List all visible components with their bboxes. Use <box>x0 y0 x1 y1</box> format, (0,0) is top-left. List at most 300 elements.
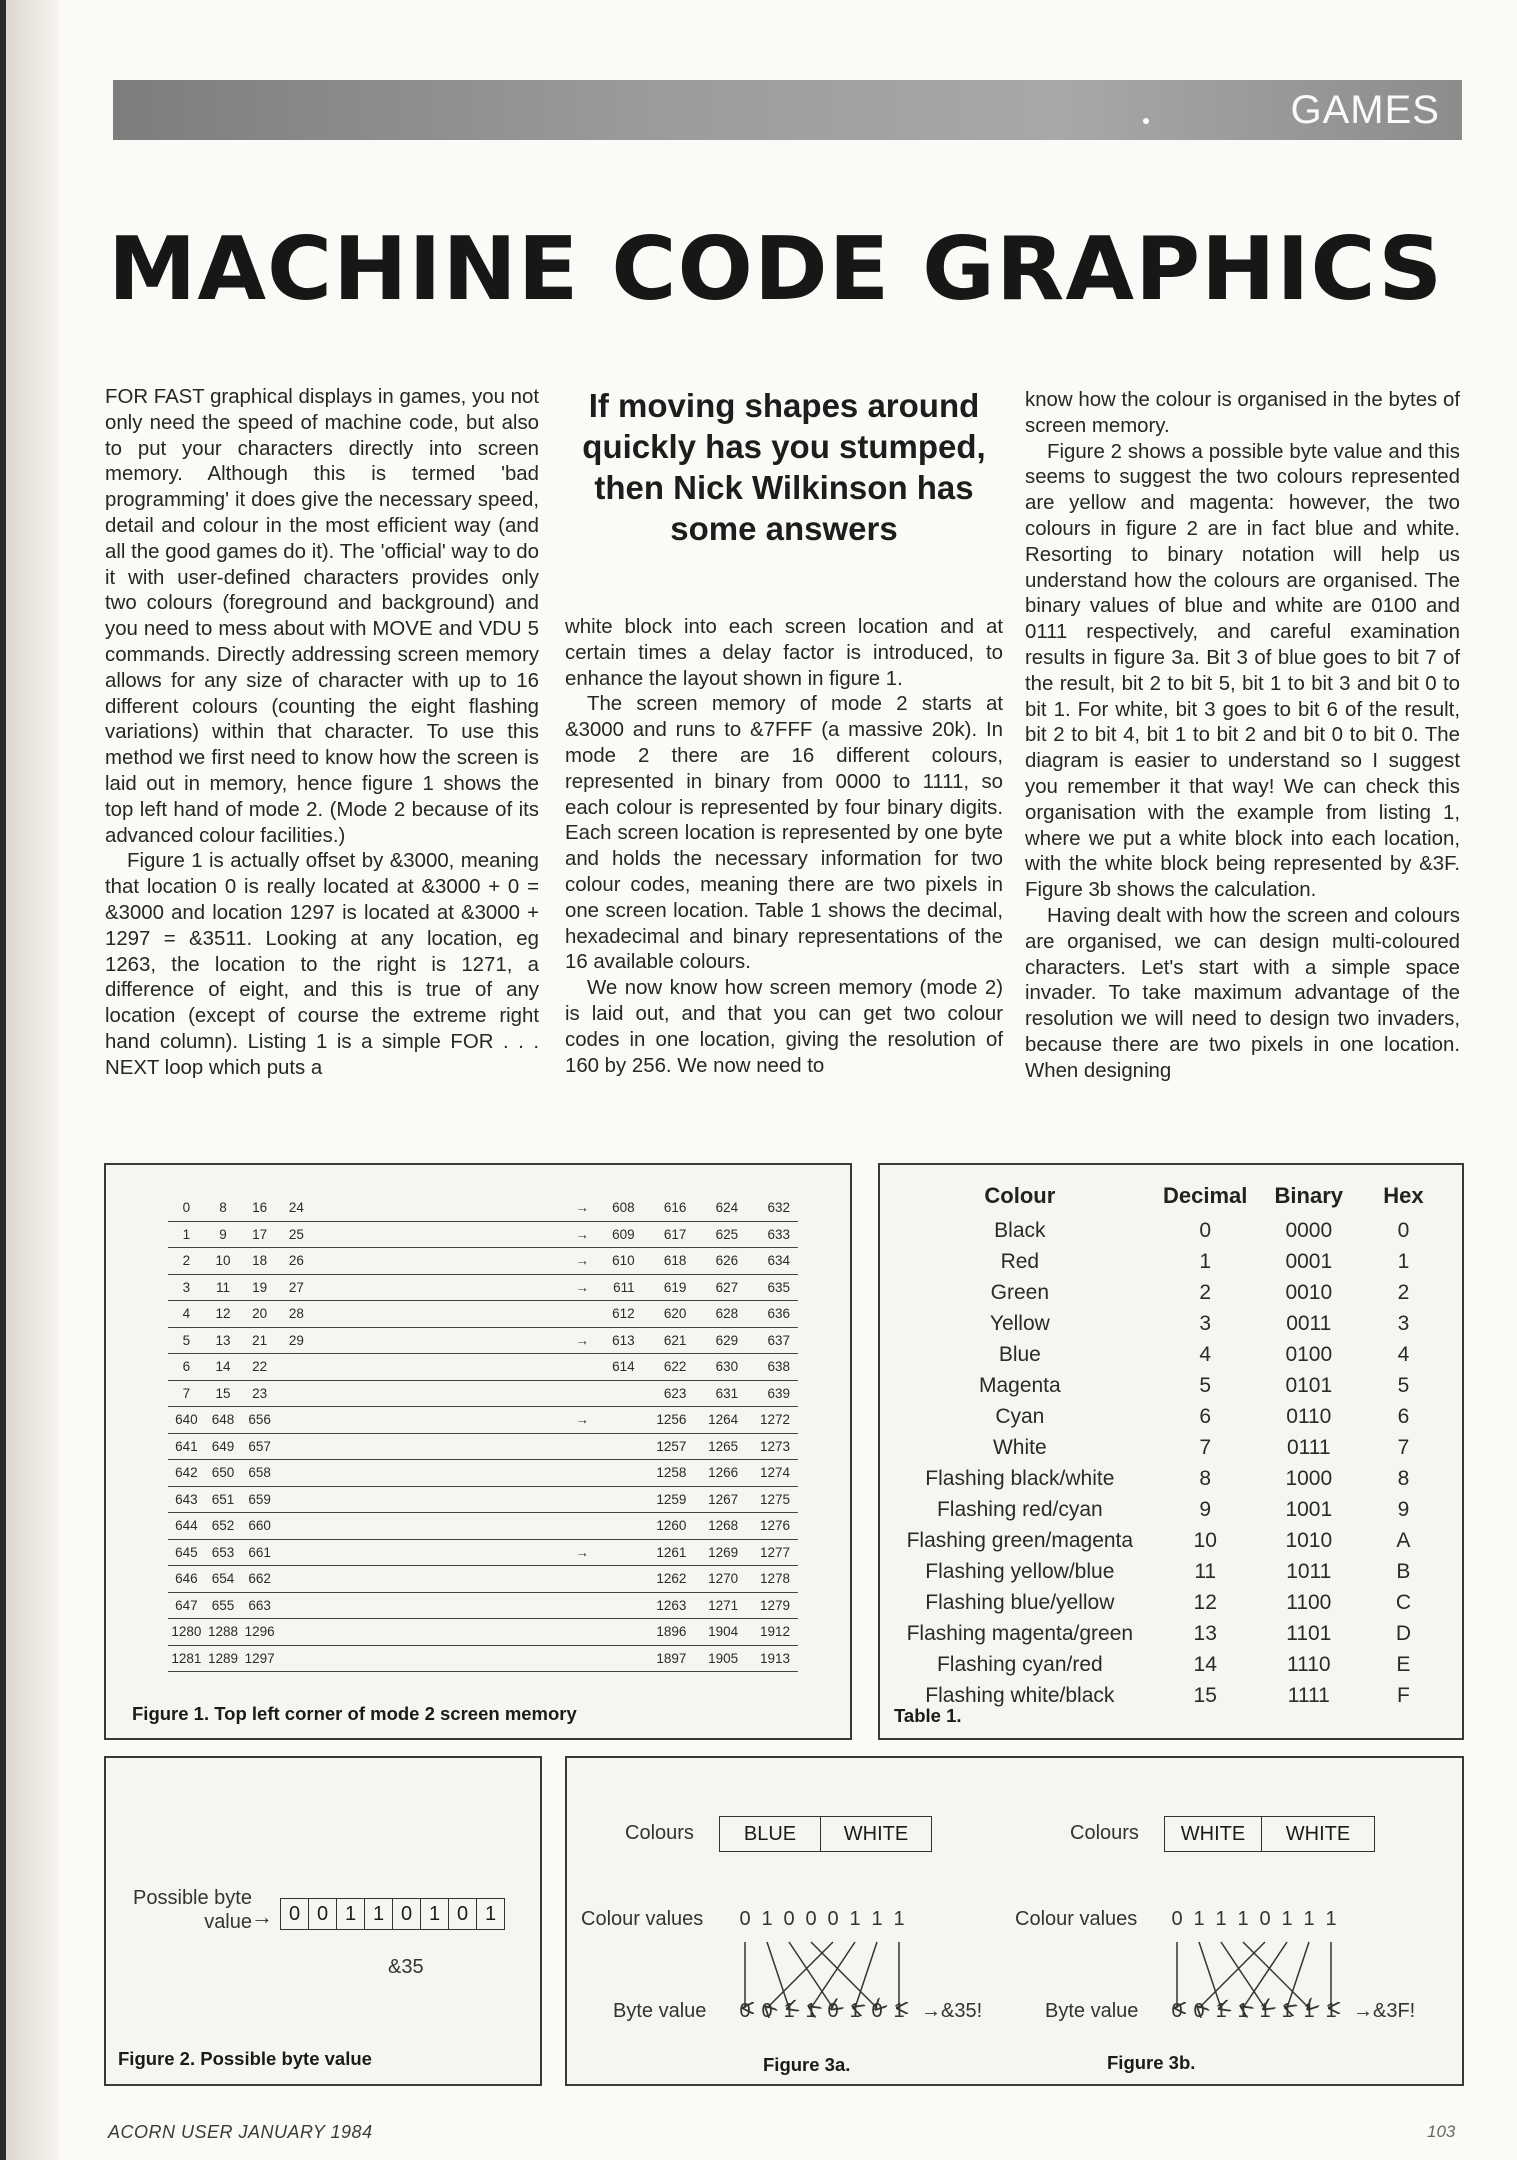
bit-digit: 1 <box>893 1908 905 1930</box>
figure-1-memory-table <box>168 1195 798 1672</box>
spacer <box>315 1354 563 1381</box>
spacer <box>315 1221 563 1248</box>
fig3a-result: →&35! <box>921 2000 983 2022</box>
memory-cell: 13 <box>205 1327 242 1354</box>
memory-cell: 638 <box>746 1354 798 1381</box>
spacer <box>315 1513 563 1540</box>
page-edge <box>0 0 6 2160</box>
bit-digit: 0 <box>739 2000 751 2022</box>
bit-digit: 1 <box>1281 2000 1293 2022</box>
byte-hex-value: &35 <box>388 1956 424 1978</box>
table-cell: 0111 <box>1286 1435 1331 1459</box>
memory-cell: 648 <box>205 1407 242 1434</box>
memory-cell: 26 <box>278 1248 315 1275</box>
memory-cell: 613 <box>591 1327 643 1354</box>
fig3b-colour-1: WHITE <box>1165 1817 1262 1851</box>
table-cell: D <box>1395 1621 1411 1645</box>
spacer <box>315 1645 563 1672</box>
memory-cell: 1276 <box>746 1513 798 1540</box>
memory-row <box>168 1566 798 1593</box>
memory-cell <box>278 1486 315 1513</box>
arrow-right-icon: → <box>251 1904 273 1929</box>
memory-cell: 621 <box>643 1327 695 1354</box>
memory-row <box>168 1513 798 1540</box>
memory-cell: 1263 <box>643 1592 695 1619</box>
spacer <box>315 1619 563 1646</box>
memory-cell: 18 <box>241 1248 278 1275</box>
memory-cell <box>591 1433 643 1460</box>
memory-cell: 1260 <box>643 1513 695 1540</box>
bit-cell: 1 <box>337 1899 365 1929</box>
section-label: GAMES <box>1290 88 1440 132</box>
memory-cell: 1897 <box>643 1645 695 1672</box>
memory-cell: 21 <box>241 1327 278 1354</box>
memory-cell: 636 <box>746 1301 798 1328</box>
memory-cell <box>591 1460 643 1487</box>
table-cell: 2 <box>1397 1280 1410 1304</box>
table-1-box <box>878 1163 1464 1740</box>
memory-cell: 627 <box>694 1274 746 1301</box>
table-cell: 5 <box>1397 1373 1410 1397</box>
memory-cell: 1913 <box>746 1645 798 1672</box>
memory-cell: 1278 <box>746 1566 798 1593</box>
table-cell: 5 <box>1199 1373 1212 1397</box>
spacer <box>315 1407 563 1434</box>
table-cell: Yellow <box>989 1311 1050 1335</box>
table-cell: 0001 <box>1285 1249 1333 1273</box>
table-cell: 0010 <box>1285 1280 1333 1304</box>
section-header-bar <box>113 80 1462 140</box>
memory-cell: 11 <box>205 1274 242 1301</box>
memory-cell: 1268 <box>694 1513 746 1540</box>
memory-cell: 8 <box>205 1195 242 1221</box>
table-row <box>890 1277 1450 1308</box>
fig3b-colour-values-label: Colour values <box>1015 1908 1138 1930</box>
memory-cell: 637 <box>746 1327 798 1354</box>
memory-cell: 659 <box>241 1486 278 1513</box>
bit-digit: 0 <box>1171 1908 1183 1930</box>
bit-digit: 0 <box>761 2000 773 2022</box>
bit-digit: 1 <box>805 2000 817 2022</box>
bit-digit: 1 <box>849 1908 861 1930</box>
spacer <box>315 1327 563 1354</box>
bit-cell: 1 <box>421 1899 449 1929</box>
memory-cell <box>591 1619 643 1646</box>
table-cell: 0100 <box>1285 1342 1333 1366</box>
fig3b-colours-label: Colours <box>1070 1822 1139 1844</box>
table-cell: 9 <box>1397 1497 1410 1521</box>
column-header: Colour <box>984 1183 1056 1208</box>
memory-cell: 650 <box>205 1460 242 1487</box>
memory-cell: 0 <box>168 1195 205 1221</box>
memory-cell: 1265 <box>694 1433 746 1460</box>
memory-cell: 14 <box>205 1354 242 1381</box>
memory-cell: 7 <box>168 1380 205 1407</box>
memory-cell: 25 <box>278 1221 315 1248</box>
arrow-right-icon: → <box>563 1539 591 1566</box>
table-cell: F <box>1397 1683 1410 1707</box>
bit-digit: 1 <box>1237 2000 1249 2022</box>
paragraph: Figure 2 shows a possible byte value and this seems to suggest the two colours represented are yellow and magenta: however, the two colours in figure 2 are in fact blue and white. Resorting to binary notation will help us understand how the colours are organised. The binary values of blue and white are 0100 and 0111 respectively, and careful examination results in figure 3a. Bit 3 of blue goes to bit 7 of the result, bit 2 to bit 5, bit 1 to bit 3 and bit 0 to bit 1. For white, bit 3 goes to bit 6 of the result, bit 2 to bit 4, bit 1 to bit 2 and bit 0 to bit 0. The diagram is easier to understand so I suggest you remember it that way! We can check this organisation with the example from listing 1, where we put a white block into each location, with the white block being represented by &3F. Figure 3b shows the calculation. <box>1025 440 1460 902</box>
memory-cell: 626 <box>694 1248 746 1275</box>
table-cell: Flashing green/magenta <box>906 1528 1134 1552</box>
memory-cell: 2 <box>168 1248 205 1275</box>
table-cell: 14 <box>1193 1652 1217 1676</box>
fig3a-byte-value-label: Byte value <box>613 2000 707 2022</box>
memory-cell: 611 <box>591 1274 643 1301</box>
memory-cell: 1271 <box>694 1592 746 1619</box>
arrow-right-icon: → <box>563 1327 591 1354</box>
fig3a-colour-values <box>734 1908 910 1931</box>
memory-row <box>168 1354 798 1381</box>
table-cell: Blue <box>998 1342 1041 1366</box>
bit-digit: 1 <box>849 2000 861 2022</box>
memory-cell: 619 <box>643 1274 695 1301</box>
memory-row <box>168 1221 798 1248</box>
memory-cell: 1 <box>168 1221 205 1248</box>
memory-cell: 633 <box>746 1221 798 1248</box>
page-number: 103 <box>1427 2122 1456 2141</box>
memory-row <box>168 1460 798 1487</box>
memory-cell: 663 <box>241 1592 278 1619</box>
memory-cell: 27 <box>278 1274 315 1301</box>
memory-cell: 609 <box>591 1221 643 1248</box>
paragraph: white block into each screen location and at certain times a delay factor is introduced, to enhance the layout shown in figure 1. <box>565 616 1003 690</box>
table-header-row <box>890 1177 1450 1215</box>
fig3b-byte-values <box>1166 2000 1342 2023</box>
table-row <box>890 1215 1450 1246</box>
arrow-right-icon <box>563 1592 591 1619</box>
memory-cell <box>591 1645 643 1672</box>
memory-cell: 658 <box>241 1460 278 1487</box>
memory-cell: 610 <box>591 1248 643 1275</box>
table-row <box>890 1401 1450 1432</box>
bit-cell: 0 <box>281 1899 309 1929</box>
table-row <box>890 1370 1450 1401</box>
memory-row <box>168 1592 798 1619</box>
bit-digit: 1 <box>1215 2000 1227 2022</box>
bit-digit: 1 <box>1193 1908 1205 1930</box>
memory-row <box>168 1619 798 1646</box>
table-cell: 4 <box>1397 1342 1410 1366</box>
memory-cell: 1267 <box>694 1486 746 1513</box>
memory-cell: 24 <box>278 1195 315 1221</box>
figure-2-box <box>104 1756 542 2086</box>
memory-cell: 608 <box>591 1195 643 1221</box>
table-row <box>890 1587 1450 1618</box>
table-cell: Flashing white/black <box>925 1683 1115 1707</box>
memory-cell: 1297 <box>241 1645 278 1672</box>
memory-cell: 1904 <box>694 1619 746 1646</box>
memory-cell: 1258 <box>643 1460 695 1487</box>
table-cell: B <box>1396 1559 1411 1583</box>
spacer <box>315 1301 563 1328</box>
table-cell: Magenta <box>978 1373 1061 1397</box>
spacer <box>315 1195 563 1221</box>
memory-cell: 10 <box>205 1248 242 1275</box>
article-title: MACHINE CODE GRAPHICS <box>108 218 1444 320</box>
spacer <box>315 1380 563 1407</box>
bit-digit: 1 <box>1325 2000 1337 2022</box>
bit-digit: 1 <box>893 2000 905 2022</box>
memory-cell: 1896 <box>643 1619 695 1646</box>
bit-digit: 1 <box>761 1908 773 1930</box>
standfirst: If moving shapes around quickly has you stumped, then Nick Wilkinson has some answers <box>582 387 986 547</box>
table-cell: 13 <box>1193 1621 1217 1645</box>
fig3a-colour-boxes <box>719 1816 932 1852</box>
memory-cell <box>591 1592 643 1619</box>
table-cell: 1111 <box>1287 1683 1330 1707</box>
memory-row <box>168 1274 798 1301</box>
spacer <box>315 1433 563 1460</box>
memory-cell <box>278 1619 315 1646</box>
arrow-right-icon: → <box>563 1274 591 1301</box>
bit-digit: 1 <box>1259 2000 1271 2022</box>
memory-cell: 19 <box>241 1274 278 1301</box>
memory-cell: 652 <box>205 1513 242 1540</box>
spacer <box>315 1539 563 1566</box>
paragraph: We now know how screen memory (mode 2) is laid out, and that you can get two colour codes in one location, giving the resolution of 160 by 256. We now need to <box>565 977 1003 1077</box>
memory-cell <box>591 1407 643 1434</box>
memory-cell <box>278 1539 315 1566</box>
spacer <box>315 1592 563 1619</box>
table-cell: A <box>1396 1528 1411 1552</box>
fig3a-byte-values <box>734 2000 910 2023</box>
table-cell: 1101 <box>1286 1621 1332 1645</box>
memory-cell <box>278 1380 315 1407</box>
memory-cell: 623 <box>643 1380 695 1407</box>
table-cell: 6 <box>1397 1404 1410 1428</box>
arrow-right-icon <box>563 1619 591 1646</box>
fig3b-result: →&3F! <box>1353 2000 1416 2022</box>
memory-cell: 662 <box>241 1566 278 1593</box>
memory-cell: 635 <box>746 1274 798 1301</box>
figure-2-caption: Figure 2. Possible byte value <box>118 2048 372 2069</box>
table-cell: 0011 <box>1286 1311 1332 1335</box>
column-header: Hex <box>1383 1183 1424 1208</box>
table-row <box>890 1649 1450 1680</box>
paragraph: know how the colour is organised in the bytes of screen memory. <box>1025 389 1460 437</box>
bit-digit: 0 <box>783 1908 795 1930</box>
bit-digit: 1 <box>1303 2000 1315 2022</box>
arrow-right-icon: → <box>563 1195 591 1221</box>
arrow-right-icon <box>563 1433 591 1460</box>
memory-cell: 630 <box>694 1354 746 1381</box>
fig3a-colours-label: Colours <box>625 1822 694 1844</box>
table-cell: Flashing black/white <box>925 1466 1115 1490</box>
arrow-right-icon <box>563 1301 591 1328</box>
arrow-right-icon <box>563 1460 591 1487</box>
arrow-right-icon <box>563 1645 591 1672</box>
figure-1-box <box>104 1163 852 1740</box>
memory-cell: 1266 <box>694 1460 746 1487</box>
arrow-right-icon: → <box>563 1221 591 1248</box>
table-cell: 1010 <box>1285 1528 1333 1552</box>
memory-cell: 651 <box>205 1486 242 1513</box>
page-gutter-shade <box>0 0 58 2160</box>
table-cell: 15 <box>1193 1683 1217 1707</box>
memory-cell <box>591 1539 643 1566</box>
memory-cell: 646 <box>168 1566 205 1593</box>
spacer <box>315 1274 563 1301</box>
memory-row <box>168 1327 798 1354</box>
memory-cell: 1912 <box>746 1619 798 1646</box>
memory-cell: 661 <box>241 1539 278 1566</box>
memory-cell: 12 <box>205 1301 242 1328</box>
bit-cell: 0 <box>309 1899 337 1929</box>
memory-cell: 1280 <box>168 1619 205 1646</box>
arrow-right-icon: → <box>563 1248 591 1275</box>
table-1-caption: Table 1. <box>894 1705 962 1726</box>
spacer <box>315 1248 563 1275</box>
memory-cell: 1273 <box>746 1433 798 1460</box>
bit-cell: 1 <box>484 1903 497 1925</box>
memory-row <box>168 1539 798 1566</box>
memory-cell: 660 <box>241 1513 278 1540</box>
memory-cell: 642 <box>168 1460 205 1487</box>
paragraph: FOR FAST graphical displays in games, you not only need the speed of machine code, but also to put your characters directly into screen memory. Although this is termed 'bad programming' it does give the necessary speed, detail and colour in the most efficient way (and all the good games do it). The 'official' way to do it with user-defined characters provides only two colours (foreground and background) and you need to mess about with MOVE and VDU 5 commands. Directly addressing screen memory allows for any size of character with up to 16 different colours (counting the eight flashing variations) within that character. To use this method we first need to know how the screen is laid out in memory, hence figure 1 shows the top left hand of mode 2. (Mode 2 because of its advanced colour facilities.) <box>105 386 539 847</box>
body-column-1 <box>105 385 539 1082</box>
memory-cell: 1272 <box>746 1407 798 1434</box>
byte-bits <box>280 1898 505 1930</box>
memory-cell: 622 <box>643 1354 695 1381</box>
memory-cell: 1274 <box>746 1460 798 1487</box>
memory-cell: 625 <box>694 1221 746 1248</box>
table-cell: Flashing red/cyan <box>936 1497 1103 1521</box>
table-cell: 1 <box>1397 1249 1410 1273</box>
memory-cell: 654 <box>205 1566 242 1593</box>
memory-cell: 629 <box>694 1327 746 1354</box>
memory-cell: 645 <box>168 1539 205 1566</box>
memory-cell <box>591 1513 643 1540</box>
figure-3b-caption: Figure 3b. <box>1107 2052 1196 2073</box>
table-cell: 1 <box>1199 1249 1212 1273</box>
memory-cell: 647 <box>168 1592 205 1619</box>
memory-cell: 1281 <box>168 1645 205 1672</box>
memory-cell <box>591 1380 643 1407</box>
memory-row <box>168 1301 798 1328</box>
arrow-right-icon <box>563 1380 591 1407</box>
memory-cell: 1256 <box>643 1407 695 1434</box>
bit-digit: 1 <box>871 1908 883 1930</box>
memory-cell: 28 <box>278 1301 315 1328</box>
memory-cell: 17 <box>241 1221 278 1248</box>
memory-cell: 634 <box>746 1248 798 1275</box>
memory-cell: 1277 <box>746 1539 798 1566</box>
memory-cell: 29 <box>278 1327 315 1354</box>
bit-digit: 0 <box>1171 2000 1183 2022</box>
memory-cell: 15 <box>205 1380 242 1407</box>
paragraph: The screen memory of mode 2 starts at &3000 and runs to &7FFF (a massive 20k). In mode 2 there are 16 different colours, represented in binary from 0000 to 1111, so each colour is represented by four binary digits. Each screen location is represented by one byte and holds the necessary information for two colour codes, meaning there are two pixels in one screen location. Table 1 shows the decimal, hexadecimal and binary representations of the 16 available colours. <box>565 693 1003 974</box>
table-row <box>890 1525 1450 1556</box>
memory-cell: 1288 <box>205 1619 242 1646</box>
bit-cell: 0 <box>449 1899 477 1929</box>
memory-cell: 624 <box>694 1195 746 1221</box>
memory-cell: 22 <box>241 1354 278 1381</box>
memory-cell: 655 <box>205 1592 242 1619</box>
memory-cell: 3 <box>168 1274 205 1301</box>
bit-digit: 0 <box>871 2000 883 2022</box>
table-cell: Flashing cyan/red <box>936 1652 1103 1676</box>
memory-cell <box>278 1566 315 1593</box>
table-cell: 0110 <box>1286 1404 1332 1428</box>
arrow-right-icon: → <box>563 1407 591 1434</box>
bit-digit: 0 <box>827 1908 839 1930</box>
memory-cell: 9 <box>205 1221 242 1248</box>
fig3a-colour-values-label: Colour values <box>581 1908 704 1930</box>
figure-1-caption: Figure 1. Top left corner of mode 2 screen memory <box>132 1703 577 1724</box>
figure-3a-caption: Figure 3a. <box>763 2054 851 2075</box>
memory-cell: 1289 <box>205 1645 242 1672</box>
table-cell: 1011 <box>1286 1559 1332 1583</box>
memory-cell: 16 <box>241 1195 278 1221</box>
memory-row <box>168 1195 798 1221</box>
table-cell: 12 <box>1193 1590 1217 1614</box>
bit-digit: 1 <box>1215 1908 1227 1930</box>
memory-cell: 631 <box>694 1380 746 1407</box>
table-cell: 7 <box>1397 1435 1410 1459</box>
table-cell: Green <box>990 1280 1050 1304</box>
spacer <box>315 1566 563 1593</box>
body-column-2 <box>565 615 1003 1079</box>
arrow-right-icon <box>563 1513 591 1540</box>
memory-row <box>168 1407 798 1434</box>
column-header: Decimal <box>1163 1183 1248 1208</box>
table-cell: 6 <box>1199 1404 1212 1428</box>
memory-cell: 1262 <box>643 1566 695 1593</box>
bit-digit: 0 <box>827 2000 839 2022</box>
memory-cell: 656 <box>241 1407 278 1434</box>
arrow-right-icon <box>563 1486 591 1513</box>
table-cell: White <box>992 1435 1047 1459</box>
bit-digit: 0 <box>805 1908 817 1930</box>
memory-cell: 23 <box>241 1380 278 1407</box>
memory-cell: 644 <box>168 1513 205 1540</box>
memory-cell: 1296 <box>241 1619 278 1646</box>
table-cell: C <box>1395 1590 1411 1614</box>
memory-cell: 639 <box>746 1380 798 1407</box>
bit-digit: 0 <box>1259 1908 1271 1930</box>
table-cell: 3 <box>1199 1311 1212 1335</box>
memory-cell: 1257 <box>643 1433 695 1460</box>
table-cell: Flashing yellow/blue <box>925 1559 1115 1583</box>
table-cell: Flashing magenta/green <box>906 1621 1134 1645</box>
table-cell: E <box>1396 1652 1411 1676</box>
memory-cell <box>591 1566 643 1593</box>
fig3b-colour-boxes <box>1164 1816 1375 1852</box>
memory-row <box>168 1248 798 1275</box>
fig3b-colour-values <box>1166 1908 1342 1931</box>
table-cell: 4 <box>1199 1342 1212 1366</box>
bit-digit: 1 <box>1281 1908 1293 1930</box>
memory-cell: 20 <box>241 1301 278 1328</box>
paragraph: Figure 1 is actually offset by &3000, meaning that location 0 is really located at &3000 + 0 = &3000 and location 1297 is located at &3000 + 1297 = &3511. Looking at any location, eg 1263, the location to the right is 1271, a difference of eight, and this is true of any location (except of course the extreme right hand column). Listing 1 is a simple FOR . . . NEXT loop which puts a <box>105 850 539 1079</box>
spacer <box>315 1486 563 1513</box>
table-cell: 9 <box>1199 1497 1212 1521</box>
table-cell: 0101 <box>1285 1373 1333 1397</box>
possible-byte-label: Possible byte value <box>133 1887 252 1933</box>
table-row <box>890 1339 1450 1370</box>
table-cell: 1000 <box>1285 1466 1333 1490</box>
memory-cell: 618 <box>643 1248 695 1275</box>
table-cell: Red <box>1000 1249 1040 1273</box>
memory-cell: 640 <box>168 1407 205 1434</box>
table-cell: 0000 <box>1285 1218 1333 1242</box>
memory-row <box>168 1486 798 1513</box>
fig3b-colour-2: WHITE <box>1285 1823 1351 1845</box>
memory-cell: 632 <box>746 1195 798 1221</box>
bit-digit: 1 <box>1303 1908 1315 1930</box>
